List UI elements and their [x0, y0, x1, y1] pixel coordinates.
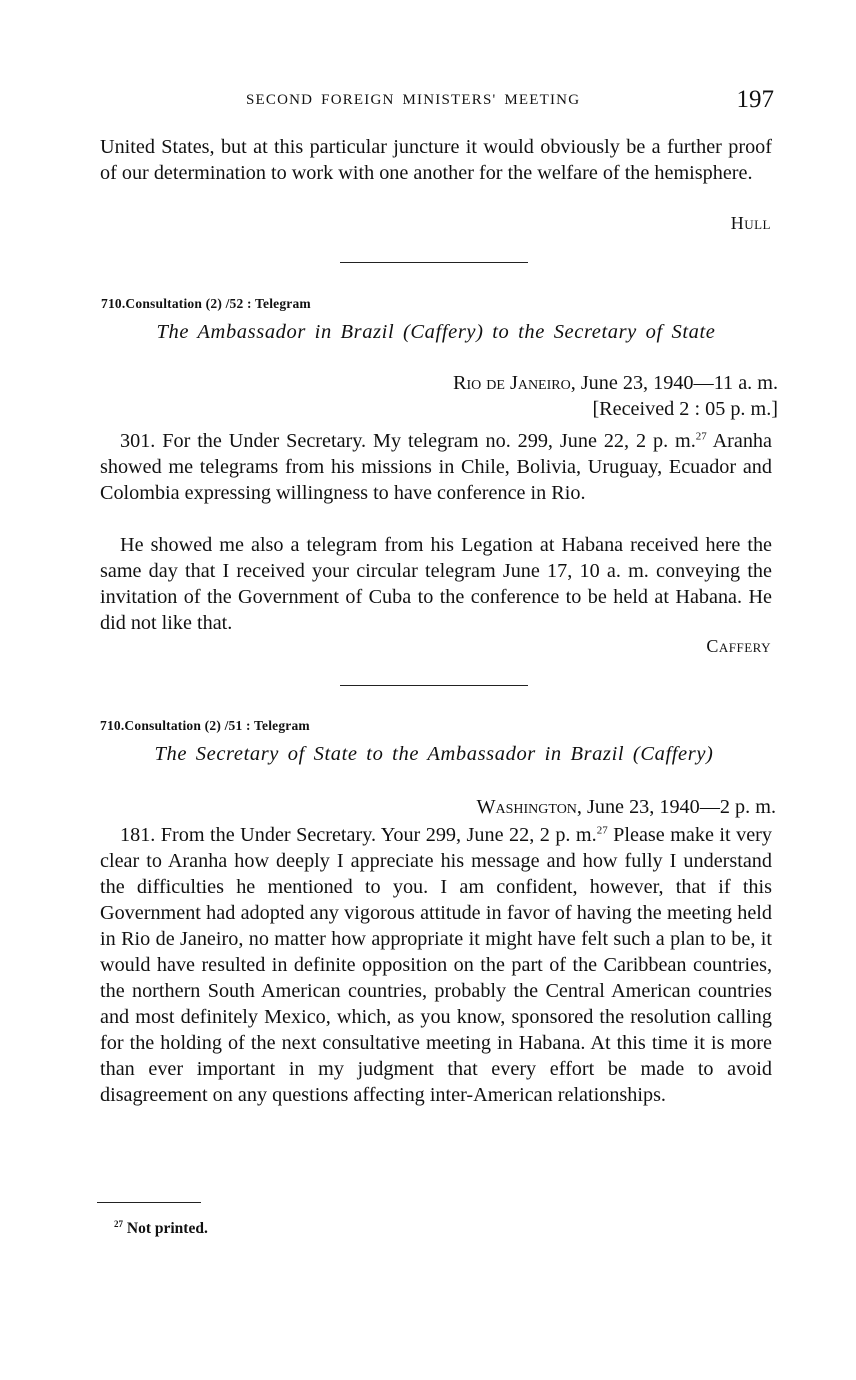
document-title: The Secretary of State to the Ambassador in Brazil (Caffery) — [154, 743, 714, 765]
file-reference: 710.Consultation (2) /51 : Telegram — [100, 718, 310, 733]
paragraph-text: Please make it very clear to Aranha how deeply I appreciate his message and how fully I understand the difficulties he mentioned to you. I am confident, however, that if this Government had adopted any vigorous attitude in favor of having the meeting held in Rio de Janeiro, no matter how appropriate it might have felt such a plan to be, it would have resulted in definite opposition on the part of the Caribbean countries, the northern South American countries, probably the Central American countries and most definitely Mexico, which, as you know, sponsored the resolution calling for the holding of the next consultative meeting in Habana. At this time it is more than ever important in my judgment that every effort be made to avoid disagreement on any questions affecting inter-American relationships. — [100, 824, 772, 1106]
section-divider — [340, 685, 528, 686]
continuation-paragraph: United States, but at this particular juncture it would obviously be a further proof of our determination to work with one another for the welfare of the hemisphere. — [100, 136, 772, 184]
file-reference: 710.Consultation (2) /52 : Telegram — [101, 296, 311, 311]
footnote-reference: 27 — [695, 430, 707, 443]
dateline — [476, 796, 776, 819]
dateline-date: , June 23, 1940—11 a. m. — [570, 372, 778, 394]
dateline-place: Rio de Janeiro — [452, 372, 571, 394]
footnote-reference: 27 — [596, 824, 608, 837]
running-head: SECOND FOREIGN MINISTERS' MEETING — [246, 92, 581, 108]
paragraph-text: Aranha showed me telegrams from his missions in Chile, Bolivia, Uruguay, Ecuador and Colombia expressing willingness to have conference in Rio. — [100, 430, 772, 504]
signature-caffery: Caffery — [706, 636, 771, 656]
footnote-marker: 27 — [114, 1219, 123, 1229]
paragraph-text: 181. From the Under Secretary. Your 299, June 22, 2 p. m. — [120, 824, 597, 846]
signature-hull: Hull — [730, 213, 771, 233]
paragraph-text: 301. For the Under Secretary. My telegram no. 299, June 22, 2 p. m. — [120, 430, 696, 452]
dateline-date: , June 23, 1940—2 p. m. — [576, 796, 776, 818]
section-divider — [340, 262, 528, 263]
telegram-paragraph — [100, 822, 772, 1108]
dateline-place: Washington — [476, 796, 577, 818]
footnote-text: Not printed. — [123, 1220, 208, 1238]
telegram-paragraph: He showed me also a telegram from his Legation at Habana received here the same day that I received your circular telegram June 17, 10 a. m. conveying the invitation of the Government of Cuba to the conference to be held at Habana. He did not like that. — [100, 534, 772, 634]
telegram-paragraph — [100, 428, 772, 506]
page-number: 197 — [736, 86, 774, 113]
received-note: [Received 2 : 05 p. m.] — [592, 398, 778, 420]
footnote-divider — [97, 1202, 201, 1203]
document-title: The Ambassador in Brazil (Caffery) to the Secretary of State — [156, 321, 716, 343]
footnote — [114, 1219, 208, 1238]
dateline — [453, 372, 778, 395]
